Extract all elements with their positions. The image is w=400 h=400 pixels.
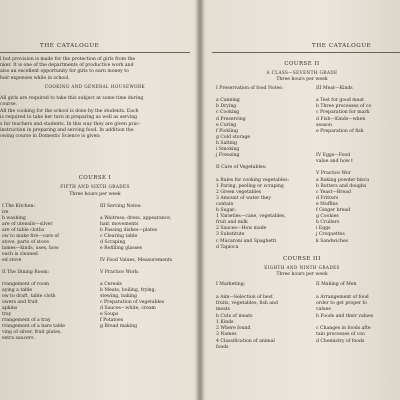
- course2-col2-line: season: [316, 122, 332, 128]
- course3-col1-line: 3 Names: [216, 332, 237, 338]
- course1-col1-line: h washing: [2, 216, 26, 221]
- course1-col2-line: b Meats; boiling, frying,: [100, 288, 157, 293]
- course2-col1-line: j Freezing: [216, 153, 240, 159]
- course2-col1-line: 3 Substitute: [216, 232, 245, 238]
- course1-col1-line: ed stove: [2, 258, 22, 263]
- course3-col2-line: tain processes of coo: [316, 332, 365, 338]
- course2-col2-line: d Fish—Kinds—when: [316, 116, 366, 122]
- course3-col1-line: meats: [216, 307, 231, 313]
- course2-col1-line: 1 Varieties—cane, vegetables,: [216, 214, 286, 220]
- course2-title: COURSE II: [284, 61, 320, 67]
- body-line: s for teachers and students. In this way they are given prac-: [0, 121, 141, 127]
- course2-col1-line: b Sugar:: [216, 208, 236, 213]
- course1-col1-line: ire: [2, 210, 9, 215]
- intro-line: l but provision is made for the protection of girls from the: [0, 57, 136, 62]
- course2-col1-line: d Preserving: [216, 116, 246, 122]
- course1-col2-line: b Passing dishes—plates: [100, 228, 158, 233]
- course1-col2-line: d Scraping: [100, 240, 126, 245]
- course3-grades: EIGHTH AND NINTH GRADES: [264, 265, 340, 270]
- course2-col1-line: d Tapioca: [216, 244, 239, 250]
- course2-col2-line: e Muffins: [316, 201, 338, 207]
- intro-line: nker. It is one of the departments of productive work and: [0, 63, 134, 69]
- course1-col1-line: aying a table: [2, 288, 33, 293]
- body-line: All girls are required to take this subject at some time during: [0, 96, 144, 101]
- left-page: [0, 0, 196, 400]
- intro-line: also an excellent opportunity for girls to earn money to: [0, 69, 129, 75]
- section-title: COOKING AND GENERAL HOUSEWORK: [44, 84, 146, 89]
- course3-col1-line: foods: [216, 345, 229, 350]
- course1-col1-line: ow to make fire—care of: [2, 234, 60, 239]
- course2-col2-line: V Practice Wor: [316, 171, 351, 177]
- course1-col1-line: are of table cloths: [2, 228, 45, 233]
- course3-col2-line: b Foods and their values: [316, 313, 374, 319]
- course2-col1-line: g Cold storage: [216, 134, 251, 140]
- book-gutter: [194, 0, 206, 400]
- course3-col1-line: 1 Kinds: [216, 319, 234, 325]
- course3-col1-line: I Marketing:: [216, 282, 246, 287]
- course1-col2-line: c Preparation of vegetables: [100, 300, 165, 305]
- course1-col2-line: hair, movements: [100, 222, 139, 227]
- course1-col1-line: II The Dining Room:: [2, 270, 50, 275]
- course2-col1-line: a Canning: [216, 98, 240, 104]
- course3-col2-line: values: [316, 307, 331, 313]
- course1-col2-line: c Clearing table: [100, 234, 138, 239]
- body-line: All the cooking for the school is done by the students. Each: [0, 108, 139, 114]
- course1-col1-line: tray: [2, 312, 12, 317]
- right-page: [204, 0, 400, 400]
- course2-col1-line: I Preservation of food Notes:: [216, 86, 284, 91]
- course2-col2-line: c Yeast—Bread: [316, 189, 351, 195]
- course1-col2-line: III Serving Notes:: [100, 204, 142, 209]
- course2-col2-line: III Meat—Kinds: [316, 86, 353, 91]
- right-header-rule: [212, 52, 400, 53]
- course2-col1-line: 3 Amount of water they: [216, 195, 271, 201]
- body-line: course.: [0, 102, 18, 108]
- course2-col2-line: b Butters and doughs: [316, 183, 367, 189]
- course1-title: COURSE I: [78, 175, 112, 181]
- course1-col2-line: a Cereals: [100, 282, 122, 287]
- course2-col1-line: fruit and milk: [216, 220, 248, 226]
- course1-col1-line: ving of silver, fruit plates,: [2, 330, 62, 335]
- course2-col2-line: h Crullers: [316, 220, 340, 226]
- course2-col1-line: h Salting: [216, 140, 237, 146]
- course1-col1-line: I The Kitchen:: [2, 204, 35, 209]
- course1-col2-line: e Soups: [100, 312, 119, 317]
- course3-col1-line: fruits, vegetables, fish and: [216, 300, 278, 306]
- body-line: instruction in preparing and serving food. In addition the: [0, 128, 134, 133]
- course1-col1-line: ow to draft, table cloth: [2, 294, 56, 299]
- course1-col2-line: f Potatoes: [100, 318, 124, 323]
- course1-col1-line: apkins: [2, 306, 18, 311]
- course2-col1-line: contain: [216, 201, 234, 207]
- body-line: owing course in Domestic Science is given:: [0, 134, 101, 140]
- course3-col2-line: order to get proper fo: [316, 300, 367, 306]
- course2-col2-line: f Ginger bread: [316, 208, 351, 213]
- course2-col2-line: d Fritters: [316, 195, 339, 201]
- course1-col2-line: IV Food Values, Measurements: [100, 258, 173, 263]
- course3-col1-line: a Aim—Selection of best: [216, 294, 273, 300]
- course1-col2-line: stewing, baking: [100, 294, 137, 299]
- course1-col2-line: d Sauces—white, cream: [100, 306, 156, 311]
- course2-col1-line: 2 Sauces—How made: [216, 226, 267, 232]
- course2-col1-line: i Smoking: [216, 147, 240, 152]
- course1-grades: FIFTH AND SIXTH GRADES: [60, 184, 130, 189]
- course1-col1-line: lames—kinds, uses, how: [2, 246, 59, 251]
- course1-col1-line: rrangement of room: [2, 282, 50, 287]
- course2-col2-line: value and how t: [316, 159, 354, 165]
- course3-hours: Three hours per week: [276, 272, 328, 277]
- course2-col2-line: IV Eggs—Food: [316, 153, 351, 159]
- course1-col1-line: extra saucers.: [2, 336, 35, 341]
- course2-grade: A CLASS—SEVENTH GRADE: [266, 70, 338, 75]
- course2-col1-line: II Care of Vegetables:: [216, 165, 267, 171]
- course2-col1-line: f Pickling: [216, 128, 238, 134]
- course3-col1-line: b Cuts of meats: [216, 313, 253, 319]
- course3-col2-line: c Changes in foods afte: [316, 326, 371, 332]
- course1-col1-line: are of utensils—silver: [2, 222, 53, 227]
- course1-hours: Three hours per week: [69, 192, 121, 197]
- course3-col1-line: 4 Classification of animal: [216, 338, 275, 344]
- course1-col1-line: each is cleaned: [2, 252, 38, 257]
- course3-col1-line: 2 Where found: [216, 326, 251, 332]
- course3-col2-line: II Making of Men: [316, 282, 357, 287]
- course3-col2-line: d Chemistry of foods: [316, 338, 365, 344]
- course2-col1-line: b Drying: [216, 104, 237, 110]
- course2-col2-line: k Sandwiches: [316, 238, 349, 244]
- course1-col2-line: V Practice Work:: [100, 270, 140, 275]
- course2-col2-line: j Croquettes: [316, 232, 345, 238]
- course1-col2-line: a Waitress; dress, appearance,: [100, 216, 172, 221]
- course2-col2-line: i Eggs: [316, 226, 331, 232]
- right-running-head: THE CATALOGUE: [312, 43, 372, 49]
- course1-col2-line: e Refilling glasses: [100, 246, 143, 251]
- course2-col2-line: a Test for good meat: [316, 98, 364, 104]
- course1-col2-line: g Bread making: [100, 324, 138, 329]
- course2-col1-line: 1 Paring, peeling or scraping: [216, 183, 284, 189]
- course2-hours: Three hours per week: [276, 77, 328, 82]
- body-line: is required to take her turn in preparing as well as serving: [0, 115, 138, 121]
- course2-col1-line: c Macaroni and Spaghetti: [216, 238, 277, 244]
- course1-col1-line: rrangement of a bare table: [2, 324, 65, 329]
- course2-col2-line: b Three processes of co: [316, 104, 372, 110]
- course3-col2-line: a Arrangement of food: [316, 294, 369, 300]
- course2-col1-line: a Rules for cooking vegetables:: [216, 177, 290, 183]
- course3-title: COURSE III: [283, 256, 321, 262]
- left-header-rule: [0, 52, 190, 53]
- course2-col1-line: e Curing: [216, 122, 237, 128]
- left-running-head: THE CATALOGUE: [40, 43, 100, 49]
- course2-col1-line: 2 Green vegetables: [216, 189, 262, 195]
- course1-col1-line: stove, parts of stove: [2, 240, 49, 245]
- intro-line: heir expenses while in school.: [0, 75, 70, 81]
- course2-col2-line: e Preparation of fish: [316, 128, 364, 134]
- course2-col2-line: g Cookies: [316, 214, 339, 220]
- course2-col2-line: c Preparation for mark: [316, 110, 370, 116]
- course2-col1-line: c Cooking: [216, 110, 240, 116]
- course1-col1-line: rrangement of a tray: [2, 318, 51, 323]
- course1-col1-line: owers and fruit: [2, 300, 38, 305]
- course2-col2-line: a Baking powder biscu: [316, 177, 370, 183]
